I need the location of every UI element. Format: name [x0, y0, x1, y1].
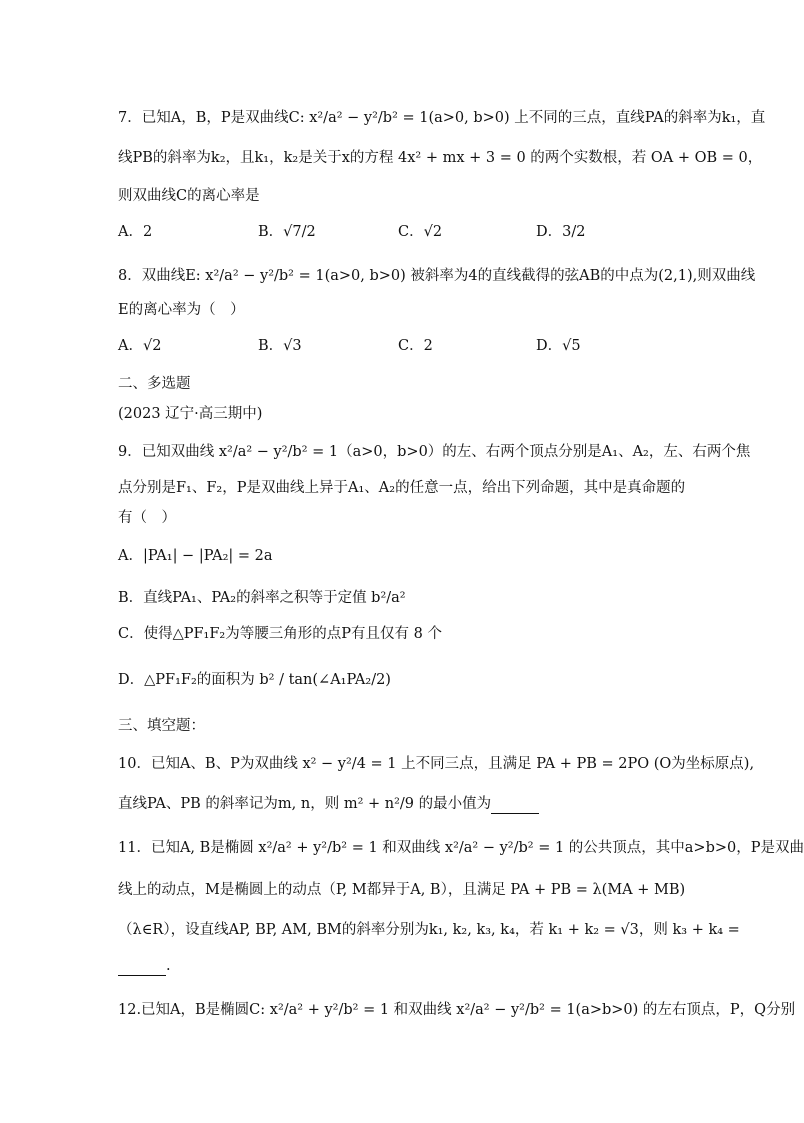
q9-option-d: D．△PF₁F₂的面积为 b² / tan(∠A₁PA₂/2) [118, 672, 391, 688]
q11-line4-wrap [118, 956, 694, 976]
q8-line2: E的离心率为（ ） [118, 302, 245, 318]
q9-option-b: B．直线PA₁、PA₂的斜率之积等于定值 b²/a² [118, 590, 406, 606]
q11-line3: （λ∈R），设直线AP, BP, AM, BM的斜率分别为k₁, k₂, k₃, k₄，若 k₁ + k₂ = √3，则 k₃ + k₄ = [118, 922, 740, 938]
q11-line2: 线上的动点，M是椭圆上的动点（P, M都异于A, B），且满足 PA + PB = λ(MA + MB) [118, 882, 686, 898]
q9-line2: 点分别是F₁、F₂，P是双曲线上异于A₁、A₂的任意一点，给出下列命题，其中是真命题的 [118, 480, 686, 496]
q11-answer-blank [118, 961, 166, 976]
q12-line1: 12.已知A，B是椭圆C: x²/a² + y²/b² = 1 和双曲线 x²/a² − y²/b² = 1(a>b>0) 的左右顶点，P，Q分别 [118, 1002, 796, 1018]
q8-line1: 8．双曲线E: x²/a² − y²/b² = 1(a>0, b>0) 被斜率为4的直线截得的弦AB的中点为(2,1),则双曲线 [118, 268, 756, 284]
q7-option-a: A．2 [118, 224, 153, 240]
q8-option-d: D．√5 [536, 338, 581, 354]
q9-line3: 有（ ） [118, 510, 176, 526]
question-source: (2023 辽宁·高三期中) [118, 406, 263, 422]
q7-option-d: D．3/2 [536, 224, 586, 240]
q11-line1: 11．已知A, B是椭圆 x²/a² + y²/b² = 1 和双曲线 x²/a² − y²/b² = 1 的公共顶点，其中a>b>0，P是双曲 [118, 840, 804, 856]
q9-line1: 9．已知双曲线 x²/a² − y²/b² = 1（a>0，b>0）的左、右两个顶点分别是A₁、A₂，左、右两个焦 [118, 444, 751, 460]
q7-option-b: B．√7/2 [258, 224, 316, 240]
q7-option-c: C．√2 [398, 224, 443, 240]
q7-line3: 则双曲线C的离心率是 [118, 188, 260, 204]
section-multiple-choice: 二、多选题 [118, 376, 191, 392]
q9-option-c: C．使得△PF₁F₂为等腰三角形的点P有且仅有 8 个 [118, 626, 442, 642]
q10-line1: 10．已知A、B、P为双曲线 x² − y²/4 = 1 上不同三点，且满足 PA + PB = 2PO (O为坐标原点), [118, 756, 755, 772]
q9-option-a: A．|PA₁| − |PA₂| = 2a [118, 548, 273, 564]
section-fill-in: 三、填空题： [118, 718, 205, 734]
q8-option-b: B．√3 [258, 338, 302, 354]
q10-line2: 直线PA、PB 的斜率记为m, n，则 m² + n²/9 的最小值为 [118, 796, 492, 812]
q11-line4: . [166, 958, 171, 974]
q7-line2: 线PB的斜率为k₂，且k₁，k₂是关于x的方程 4x² + mx + 3 = 0 的两个实数根，若 OA + OB = 0， [118, 150, 763, 166]
q8-option-c: C．2 [398, 338, 433, 354]
q7-line1: 7．已知A，B，P是双曲线C: x²/a² − y²/b² = 1(a>0, b>0) 上不同的三点，直线PA的斜率为k₁，直 [118, 110, 766, 126]
q10-line2-wrap [118, 794, 694, 814]
q8-option-a: A．√2 [118, 338, 162, 354]
q10-answer-blank [491, 799, 539, 814]
